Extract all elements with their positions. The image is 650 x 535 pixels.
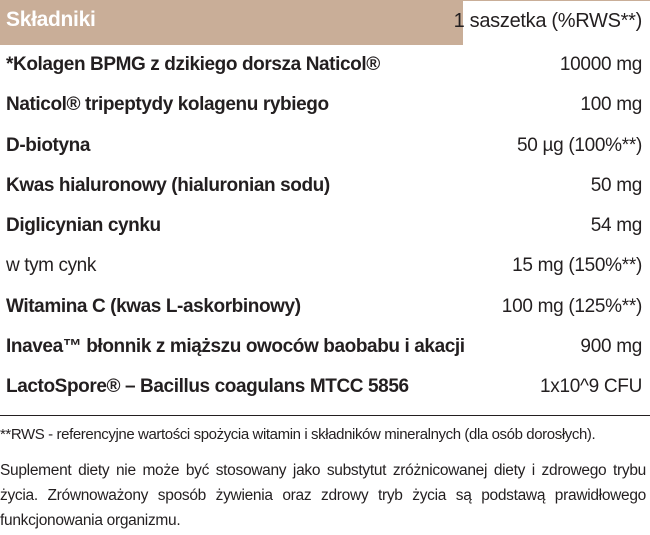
ingredient-name: Kwas hialuronowy (hialuronian sodu)	[6, 174, 330, 196]
ingredient-name: Diglicynian cynku	[6, 215, 161, 237]
ingredient-amount: 54 mg	[590, 215, 642, 237]
ingredient-amount: 100 mg	[580, 94, 642, 116]
table-row	[0, 86, 650, 126]
supplement-disclaimer	[0, 458, 646, 533]
header-title: Składniki	[6, 8, 96, 31]
ingredient-amount: 100 mg (125%**)	[501, 295, 642, 317]
ingredient-name: Naticol® tripeptydy kolagenu rybiego	[6, 94, 329, 116]
ingredient-name: *Kolagen BPMG z dzikiego dorsza Naticol®	[6, 54, 380, 75]
ingredient-amount: 1x10^9 CFU	[539, 376, 642, 398]
ingredient-amount: 900 mg	[580, 336, 642, 358]
table-row	[0, 368, 650, 408]
table-row	[0, 207, 650, 247]
rws-footnote: **RWS - referencyjne wartości spożycia witamin i składników mineralnych (dla osób dorosłych).	[0, 426, 596, 443]
ingredient-name: LactoSpore® – Bacillus coagulans MTCC 5856	[6, 376, 409, 398]
table-row	[0, 328, 650, 368]
ingredient-name: Inavea™ błonnik z miąższu owoców baobabu i akacji	[6, 336, 465, 358]
disclaimer-line: życia. Zrównoważony sposób żywienia oraz zdrowy tryb życia są podstawą prawidłowego	[0, 487, 646, 504]
table-row	[0, 46, 650, 86]
disclaimer-line: funkcjonowania organizmu.	[0, 512, 181, 529]
table-row	[0, 288, 650, 328]
table-row	[0, 167, 650, 207]
ingredient-amount: 50 µg (100%**)	[516, 134, 642, 156]
ingredient-rows	[0, 46, 650, 409]
ingredient-amount: 15 mg (150%**)	[512, 255, 642, 277]
portion-header-cell	[453, 0, 650, 45]
disclaimer-line: Suplement diety nie może być stosowany jako substytut zróżnicowanej diety i zdrowego trybu	[0, 462, 646, 479]
table-divider	[0, 415, 650, 416]
table-row	[0, 247, 650, 287]
ingredient-amount: 50 mg	[590, 174, 642, 196]
ingredient-name: D-biotyna	[6, 134, 91, 156]
portion-label: 1 saszetka (%RWS**)	[453, 10, 642, 32]
ingredient-name: Witamina C (kwas L-askorbinowy)	[6, 295, 301, 317]
table-header	[0, 0, 650, 45]
ingredient-name: w tym cynk	[6, 255, 96, 277]
ingredient-amount: 10000 mg	[559, 54, 642, 75]
table-row	[0, 127, 650, 167]
